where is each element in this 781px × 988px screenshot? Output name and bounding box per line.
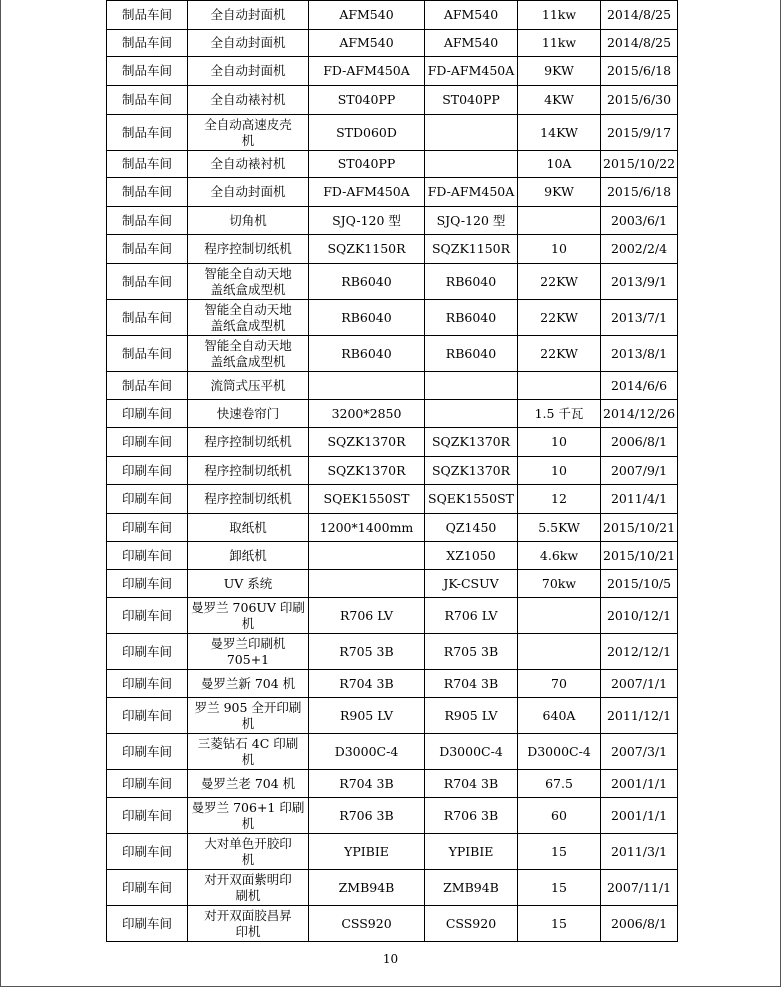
table-row: [107, 634, 678, 670]
date-cell: 2013/7/1: [601, 300, 678, 336]
spec-cell: QZ1450: [425, 514, 518, 542]
table-row: [107, 770, 678, 798]
workshop-cell: 印刷车间: [107, 698, 188, 734]
table-row: [107, 372, 678, 400]
spec-cell: YPIBIE: [425, 834, 518, 870]
workshop-cell: 印刷车间: [107, 906, 188, 942]
date-cell: 2014/8/25: [601, 30, 678, 57]
table-row: [107, 400, 678, 428]
power-cell: 70kw: [518, 570, 601, 598]
model-cell: SJQ-120 型: [309, 207, 425, 235]
spec-cell: D3000C-4: [425, 734, 518, 770]
equipment-name-cell: 全自动裱衬机: [188, 151, 309, 178]
date-cell: 2013/8/1: [601, 336, 678, 372]
power-cell: [518, 634, 601, 670]
equipment-name-cell: 程序控制切纸机: [188, 428, 309, 457]
workshop-cell: 印刷车间: [107, 734, 188, 770]
page-number: 10: [382, 952, 399, 966]
model-cell: SQZK1150R: [309, 235, 425, 264]
model-cell: R706 LV: [309, 598, 425, 634]
spec-cell: R706 3B: [425, 798, 518, 834]
power-cell: 22KW: [518, 264, 601, 300]
workshop-cell: 印刷车间: [107, 542, 188, 570]
model-cell: FD-AFM450A: [309, 57, 425, 86]
table-row: [107, 698, 678, 734]
date-cell: 2006/8/1: [601, 906, 678, 942]
model-cell: [309, 542, 425, 570]
table-row: [107, 336, 678, 372]
model-cell: R705 3B: [309, 634, 425, 670]
equipment-name-cell: 流筒式压平机: [188, 372, 309, 400]
workshop-cell: 印刷车间: [107, 634, 188, 670]
equipment-name-cell: 切角机: [188, 207, 309, 235]
model-cell: SQEK1550ST: [309, 485, 425, 514]
power-cell: 70: [518, 670, 601, 698]
power-cell: 640A: [518, 698, 601, 734]
equipment-name-cell: 全自动裱衬机: [188, 86, 309, 115]
spec-cell: R704 3B: [425, 670, 518, 698]
workshop-cell: 印刷车间: [107, 870, 188, 906]
date-cell: 2013/9/1: [601, 264, 678, 300]
equipment-name-cell: 智能全自动天地 盖纸盒成型机: [188, 336, 309, 372]
table-row: [107, 570, 678, 598]
spec-cell: FD-AFM450A: [425, 178, 518, 207]
date-cell: 2015/6/18: [601, 57, 678, 86]
power-cell: 4KW: [518, 86, 601, 115]
workshop-cell: 印刷车间: [107, 457, 188, 485]
spec-cell: ST040PP: [425, 86, 518, 115]
date-cell: 2007/1/1: [601, 670, 678, 698]
spec-cell: SJQ-120 型: [425, 207, 518, 235]
table-row: [107, 428, 678, 457]
power-cell: 60: [518, 798, 601, 834]
date-cell: 2002/2/4: [601, 235, 678, 264]
spec-cell: SQZK1370R: [425, 457, 518, 485]
workshop-cell: 印刷车间: [107, 514, 188, 542]
workshop-cell: 印刷车间: [107, 428, 188, 457]
table-row: [107, 906, 678, 942]
date-cell: 2015/6/30: [601, 86, 678, 115]
power-cell: 9KW: [518, 57, 601, 86]
table-row: [107, 57, 678, 86]
table-row: [107, 86, 678, 115]
model-cell: RB6040: [309, 336, 425, 372]
model-cell: YPIBIE: [309, 834, 425, 870]
table-row: [107, 598, 678, 634]
equipment-name-cell: 程序控制切纸机: [188, 485, 309, 514]
model-cell: 1200*1400mm: [309, 514, 425, 542]
spec-cell: CSS920: [425, 906, 518, 942]
equipment-name-cell: 大对单色开胶印 机: [188, 834, 309, 870]
equipment-name-cell: 快速卷帘门: [188, 400, 309, 428]
workshop-cell: 制品车间: [107, 207, 188, 235]
date-cell: 2015/6/18: [601, 178, 678, 207]
equipment-name-cell: 曼罗兰印刷机 705+1: [188, 634, 309, 670]
date-cell: 2001/1/1: [601, 798, 678, 834]
power-cell: 4.6kw: [518, 542, 601, 570]
table-row: [107, 264, 678, 300]
power-cell: 22KW: [518, 336, 601, 372]
spec-cell: [425, 400, 518, 428]
workshop-cell: 制品车间: [107, 178, 188, 207]
equipment-name-cell: 程序控制切纸机: [188, 235, 309, 264]
model-cell: R706 3B: [309, 798, 425, 834]
workshop-cell: 印刷车间: [107, 598, 188, 634]
workshop-cell: 制品车间: [107, 372, 188, 400]
power-cell: 15: [518, 834, 601, 870]
equipment-name-cell: 对开双面紫明印 刷机: [188, 870, 309, 906]
equipment-name-cell: 全自动封面机: [188, 30, 309, 57]
equipment-name-cell: 三菱钻石 4C 印刷 机: [188, 734, 309, 770]
workshop-cell: 印刷车间: [107, 570, 188, 598]
spec-cell: [425, 372, 518, 400]
equipment-name-cell: 取纸机: [188, 514, 309, 542]
power-cell: [518, 372, 601, 400]
power-cell: 10: [518, 235, 601, 264]
spec-cell: R905 LV: [425, 698, 518, 734]
date-cell: 2007/11/1: [601, 870, 678, 906]
spec-cell: R705 3B: [425, 634, 518, 670]
spec-cell: SQEK1550ST: [425, 485, 518, 514]
model-cell: CSS920: [309, 906, 425, 942]
date-cell: 2011/12/1: [601, 698, 678, 734]
workshop-cell: 制品车间: [107, 86, 188, 115]
table-row: [107, 670, 678, 698]
date-cell: 2015/9/17: [601, 115, 678, 151]
equipment-name-cell: UV 系统: [188, 570, 309, 598]
workshop-cell: 印刷车间: [107, 834, 188, 870]
model-cell: [309, 570, 425, 598]
model-cell: RB6040: [309, 300, 425, 336]
workshop-cell: 印刷车间: [107, 400, 188, 428]
spec-cell: [425, 115, 518, 151]
equipment-name-cell: 全自动封面机: [188, 1, 309, 30]
table-row: [107, 734, 678, 770]
equipment-name-cell: 全自动封面机: [188, 178, 309, 207]
equipment-name-cell: 卸纸机: [188, 542, 309, 570]
workshop-cell: 印刷车间: [107, 798, 188, 834]
table-row: [107, 514, 678, 542]
model-cell: R905 LV: [309, 698, 425, 734]
power-cell: 22KW: [518, 300, 601, 336]
spec-cell: JK-CSUV: [425, 570, 518, 598]
model-cell: AFM540: [309, 1, 425, 30]
workshop-cell: 制品车间: [107, 1, 188, 30]
spec-cell: SQZK1150R: [425, 235, 518, 264]
workshop-cell: 制品车间: [107, 30, 188, 57]
model-cell: FD-AFM450A: [309, 178, 425, 207]
spec-cell: RB6040: [425, 300, 518, 336]
equipment-name-cell: 对开双面胶昌昇 印机: [188, 906, 309, 942]
equipment-name-cell: 智能全自动天地 盖纸盒成型机: [188, 264, 309, 300]
model-cell: AFM540: [309, 30, 425, 57]
table-row: [107, 300, 678, 336]
workshop-cell: 制品车间: [107, 336, 188, 372]
spec-cell: RB6040: [425, 264, 518, 300]
date-cell: 2014/8/25: [601, 1, 678, 30]
model-cell: STD060D: [309, 115, 425, 151]
workshop-cell: 制品车间: [107, 151, 188, 178]
spec-cell: ZMB94B: [425, 870, 518, 906]
date-cell: 2014/12/26: [601, 400, 678, 428]
table-row: [107, 30, 678, 57]
workshop-cell: 制品车间: [107, 235, 188, 264]
power-cell: 15: [518, 870, 601, 906]
model-cell: 3200*2850: [309, 400, 425, 428]
power-cell: 67.5: [518, 770, 601, 798]
equipment-name-cell: 罗兰 905 全开印刷 机: [188, 698, 309, 734]
spec-cell: R704 3B: [425, 770, 518, 798]
model-cell: [309, 372, 425, 400]
table-row: [107, 542, 678, 570]
date-cell: 2012/12/1: [601, 634, 678, 670]
model-cell: RB6040: [309, 264, 425, 300]
power-cell: 14KW: [518, 115, 601, 151]
date-cell: 2015/10/5: [601, 570, 678, 598]
date-cell: 2014/6/6: [601, 372, 678, 400]
table-row: [107, 1, 678, 30]
power-cell: 10A: [518, 151, 601, 178]
power-cell: 15: [518, 906, 601, 942]
power-cell: 10: [518, 428, 601, 457]
equipment-name-cell: 程序控制切纸机: [188, 457, 309, 485]
workshop-cell: 印刷车间: [107, 670, 188, 698]
table-row: [107, 151, 678, 178]
date-cell: 2010/12/1: [601, 598, 678, 634]
table-row: [107, 798, 678, 834]
table-row: [107, 834, 678, 870]
date-cell: 2011/4/1: [601, 485, 678, 514]
date-cell: 2003/6/1: [601, 207, 678, 235]
spec-cell: XZ1050: [425, 542, 518, 570]
power-cell: [518, 207, 601, 235]
date-cell: 2001/1/1: [601, 770, 678, 798]
table-row: [107, 178, 678, 207]
model-cell: SQZK1370R: [309, 457, 425, 485]
model-cell: ZMB94B: [309, 870, 425, 906]
workshop-cell: 制品车间: [107, 264, 188, 300]
date-cell: 2007/3/1: [601, 734, 678, 770]
equipment-name-cell: 曼罗兰新 704 机: [188, 670, 309, 698]
equipment-name-cell: 曼罗兰 706+1 印刷 机: [188, 798, 309, 834]
spec-cell: FD-AFM450A: [425, 57, 518, 86]
equipment-name-cell: 曼罗兰老 704 机: [188, 770, 309, 798]
spec-cell: AFM540: [425, 30, 518, 57]
date-cell: 2015/10/21: [601, 514, 678, 542]
power-cell: [518, 598, 601, 634]
date-cell: 2015/10/22: [601, 151, 678, 178]
spec-cell: R706 LV: [425, 598, 518, 634]
workshop-cell: 制品车间: [107, 115, 188, 151]
model-cell: R704 3B: [309, 770, 425, 798]
power-cell: 11kw: [518, 1, 601, 30]
power-cell: 1.5 千瓦: [518, 400, 601, 428]
power-cell: 12: [518, 485, 601, 514]
power-cell: 9KW: [518, 178, 601, 207]
spec-cell: SQZK1370R: [425, 428, 518, 457]
table-row: [107, 115, 678, 151]
equipment-name-cell: 全自动高速皮壳 机: [188, 115, 309, 151]
workshop-cell: 制品车间: [107, 300, 188, 336]
spec-cell: AFM540: [425, 1, 518, 30]
power-cell: 11kw: [518, 30, 601, 57]
equipment-table: [106, 0, 678, 942]
spec-cell: RB6040: [425, 336, 518, 372]
power-cell: D3000C-4: [518, 734, 601, 770]
model-cell: D3000C-4: [309, 734, 425, 770]
model-cell: ST040PP: [309, 86, 425, 115]
table-row: [107, 457, 678, 485]
workshop-cell: 印刷车间: [107, 770, 188, 798]
model-cell: R704 3B: [309, 670, 425, 698]
table-row: [107, 870, 678, 906]
table-row: [107, 207, 678, 235]
workshop-cell: 制品车间: [107, 57, 188, 86]
spec-cell: [425, 151, 518, 178]
date-cell: 2011/3/1: [601, 834, 678, 870]
table-row: [107, 235, 678, 264]
date-cell: 2015/10/21: [601, 542, 678, 570]
power-cell: 10: [518, 457, 601, 485]
power-cell: 5.5KW: [518, 514, 601, 542]
equipment-name-cell: 智能全自动天地 盖纸盒成型机: [188, 300, 309, 336]
equipment-name-cell: 曼罗兰 706UV 印刷 机: [188, 598, 309, 634]
equipment-name-cell: 全自动封面机: [188, 57, 309, 86]
model-cell: SQZK1370R: [309, 428, 425, 457]
workshop-cell: 印刷车间: [107, 485, 188, 514]
date-cell: 2006/8/1: [601, 428, 678, 457]
table-row: [107, 485, 678, 514]
date-cell: 2007/9/1: [601, 457, 678, 485]
model-cell: ST040PP: [309, 151, 425, 178]
